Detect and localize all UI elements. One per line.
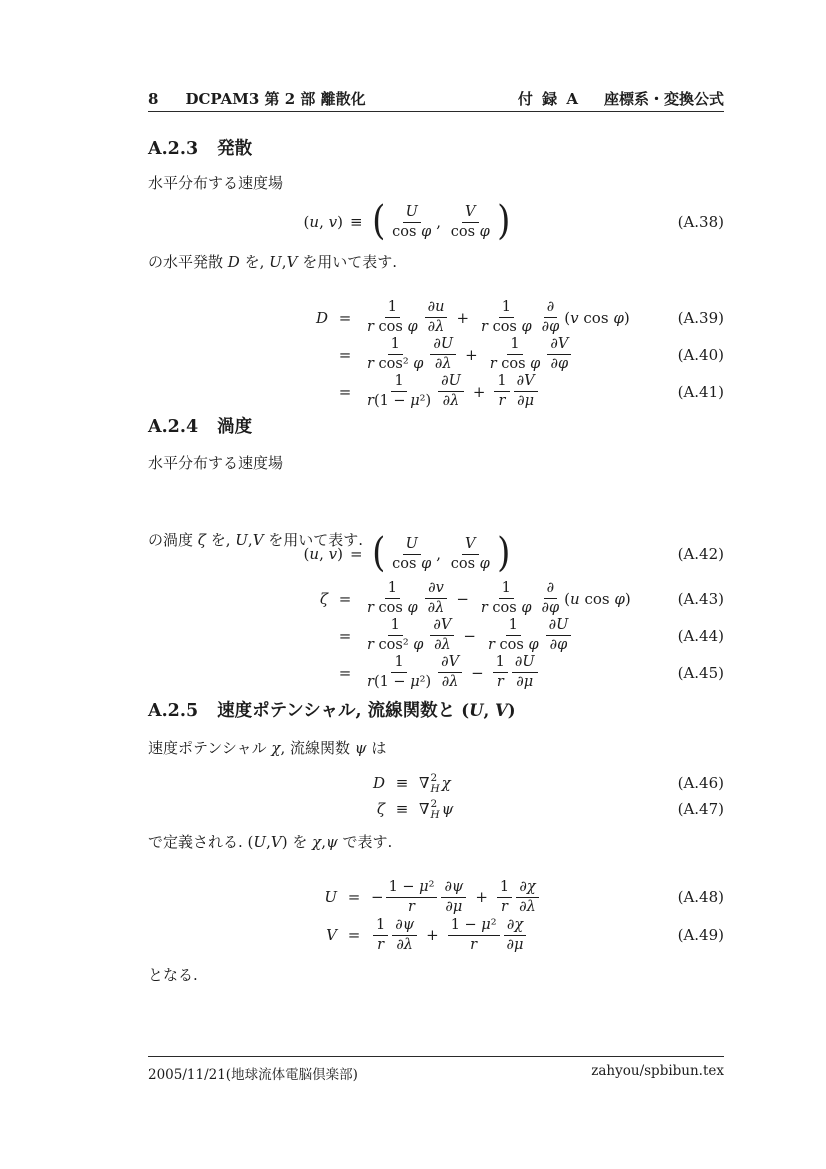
section-number: A.2.3	[148, 139, 199, 159]
equation-group-uv	[148, 878, 724, 954]
equation-number: (A.43)	[677, 589, 724, 608]
fraction: $\frac{\partial U}{\partial\lambda}$	[430, 336, 456, 372]
equation-row	[148, 878, 724, 916]
relation-symbol: =	[338, 308, 352, 327]
relation-symbol: =	[347, 888, 361, 906]
fraction: $\frac{\partial v}{\partial\lambda}$	[425, 580, 448, 616]
equation-row	[148, 299, 724, 336]
paragraph-vorticity-intro: の渦度 ζ を, U,V を用いて表す.	[148, 531, 364, 549]
equation-number: (A.40)	[677, 345, 724, 364]
big-paren: )	[496, 530, 511, 576]
equation-number: (A.47)	[677, 800, 724, 818]
fraction: 1 − μ ² r	[386, 879, 438, 915]
fraction: U cos φ	[392, 203, 432, 240]
equation-number: (A.44)	[677, 626, 724, 645]
fraction: $\frac{\partial}{\partial\varphi}$	[541, 580, 560, 616]
fraction: 1 − μ ² r	[448, 917, 500, 953]
relation-symbol: =	[338, 663, 352, 682]
relation-symbol: =	[338, 589, 352, 608]
footer-rule	[148, 1056, 724, 1057]
paragraph-velocity-field: 水平分布する速度場	[148, 454, 284, 472]
fraction: $\frac{\partial U}{\partial\lambda}$	[438, 373, 464, 409]
fraction: $\frac{\partial U}{\partial\varphi}$	[546, 617, 572, 653]
page-number: 8	[148, 90, 159, 108]
section-heading-vorticity	[148, 418, 724, 437]
equation-a38	[148, 197, 724, 247]
footer-left: 2005/11/21(地球流体電脳倶楽部)	[148, 1067, 358, 1083]
relation-symbol: =	[338, 626, 352, 645]
sup-sub-script: 2 H	[430, 771, 440, 795]
equation-group-divergence	[148, 299, 724, 410]
equation-content: U = − 1 − μ ² r $\frac{\partial\psi}{\partial\mu}$ + $\frac{1}{r}$ $\frac{\partial\chi}{\partial\lambda}$	[311, 879, 521, 915]
fraction: 1 r cos φ	[487, 617, 539, 653]
equation-row	[148, 373, 724, 410]
fraction: $\frac{\partial\chi}{\partial\mu}$	[504, 917, 527, 953]
fraction: $\frac{\partial u}{\partial\lambda}$	[425, 299, 448, 335]
paragraph-velocity-field: 水平分布する速度場	[148, 174, 284, 192]
fraction: $\frac{1}{r}$	[493, 654, 508, 690]
fraction: $\frac{1}{r}$	[497, 879, 512, 915]
fraction: $\frac{\partial}{\partial\varphi}$	[541, 299, 560, 335]
fraction: $\frac{\partial\chi}{\partial\lambda}$	[516, 879, 539, 915]
fraction: 1 r cos² φ	[367, 336, 424, 372]
fraction: $\frac{\partial V}{\partial\varphi}$	[547, 336, 571, 372]
fraction: 1 r (1 − μ ²)	[367, 373, 432, 409]
equation-number: (A.39)	[677, 308, 724, 327]
page-footer	[148, 1063, 724, 1083]
sup-sub-script: 2 H	[430, 797, 440, 821]
section-number: A.2.4	[148, 417, 199, 437]
fraction: $\frac{\partial U}{\partial\mu}$	[512, 654, 538, 690]
relation-symbol: ≡	[395, 800, 409, 818]
equation-number: (A.49)	[677, 926, 724, 944]
equation-content: D = 1 r cos φ $\frac{\partial u}{\partial\lambda}$ + 1 r cos φ $\frac{\partial}{\partial\varphi}$ ( v cos φ )	[315, 299, 630, 335]
relation-symbol: =	[338, 345, 352, 364]
equation-row	[148, 770, 724, 796]
equation-number: (A.42)	[677, 545, 724, 563]
header-appendix-label: 付 録 A	[517, 90, 580, 108]
equation-group-definitions	[148, 770, 724, 822]
relation-symbol: =	[338, 382, 352, 401]
equation-content: ζ ≡ ∇ 2 H ψ	[376, 797, 454, 821]
header-rule	[148, 111, 724, 112]
header-right-title: 座標系・変換公式	[603, 90, 724, 108]
equation-number: (A.38)	[677, 213, 724, 231]
fraction: $\frac{1}{r}$	[373, 917, 388, 953]
equation-number: (A.46)	[677, 774, 724, 792]
equation-content: = 1 r (1 − μ ²) $\frac{\partial V}{\partial\lambda}$ − $\frac{1}{r}$ $\frac{\partial U}{\partial\mu}$	[302, 654, 620, 690]
fraction: 1 r cos φ	[481, 299, 532, 335]
equation-content: V = $\frac{1}{r}$ $\frac{\partial\psi}{\partial\lambda}$ + 1 − μ ² r $\frac{\partial\chi}{\partial\mu}$	[311, 917, 521, 953]
equation-row	[148, 916, 724, 954]
paragraph-defined-by: で定義される. (U,V) を χ,ψ で表す.	[148, 833, 393, 851]
equation-number: (A.45)	[677, 663, 724, 682]
equation-row	[148, 617, 724, 654]
fraction: V cos φ	[450, 535, 490, 572]
fraction: $\frac{\partial V}{\partial\lambda}$	[430, 617, 454, 653]
paragraph-tonaru: となる.	[148, 966, 198, 984]
fraction: 1 r (1 − μ ²)	[367, 654, 432, 690]
section-title-math: (U, V)	[461, 701, 516, 720]
fraction: U cos φ	[392, 535, 432, 572]
section-title: 渦度	[217, 417, 253, 437]
section-title: 速度ポテンシャル, 流線関数と	[217, 701, 456, 721]
paragraph-potential-intro: 速度ポテンシャル χ, 流線関数 ψ は	[148, 739, 387, 757]
fraction: 1 r cos φ	[480, 580, 532, 616]
fraction: 1 r cos φ	[367, 299, 418, 335]
equation-row	[148, 796, 724, 822]
equation-content: = 1 r (1 − μ ²) $\frac{\partial U}{\partial\lambda}$ + $\frac{1}{r}$ $\frac{\partial V}{\partial\mu}$	[302, 373, 620, 409]
relation-symbol: =	[347, 926, 361, 944]
equation-group-vorticity	[148, 580, 724, 691]
fraction: V cos φ	[450, 203, 490, 240]
section-title: 発散	[217, 139, 253, 159]
equation-content: = 1 r cos² φ $\frac{\partial V}{\partial\lambda}$ − 1 r cos φ $\frac{\partial U}{\partial\varphi}$	[302, 617, 620, 653]
equation-number: (A.48)	[677, 888, 724, 906]
footer-right: zahyou/spbibun.tex	[591, 1063, 724, 1079]
footer-spacer	[358, 1063, 591, 1083]
header-left-title: DCPAM3 第 2 部 離散化	[185, 90, 366, 108]
big-paren: )	[496, 198, 511, 244]
equation-content: ζ = 1 r cos φ $\frac{\partial v}{\partial\lambda}$ − 1 r cos φ $\frac{\partial}{\partial\varphi}$ ( u cos φ )	[319, 580, 631, 616]
paragraph-divergence-intro: の水平発散 D を, U,V を用いて表す.	[148, 253, 397, 271]
equation-content: ( u , v ) ≡ ( U cos φ , V cos φ )	[303, 198, 511, 244]
fraction: $\frac{1}{r}$	[494, 373, 509, 409]
equation-row	[148, 580, 724, 617]
equation-row	[148, 654, 724, 691]
fraction: 1 r cos² φ	[367, 617, 424, 653]
fraction: $\frac{\partial\psi}{\partial\mu}$	[441, 879, 466, 915]
fraction: 1 r cos φ	[367, 580, 418, 616]
big-paren: (	[371, 198, 385, 244]
section-heading-divergence	[148, 140, 724, 159]
section-heading-velocity-potential	[148, 702, 724, 721]
equation-content: ( u , v ) = ( U cos φ , V cos φ )	[303, 530, 511, 576]
equation-row	[148, 336, 724, 373]
section-number: A.2.5	[148, 701, 199, 721]
equation-content: D ≡ ∇ 2 H χ	[372, 771, 451, 795]
fraction: 1 r cos φ	[489, 336, 541, 372]
fraction: $\frac{\partial\psi}{\partial\lambda}$	[392, 917, 417, 953]
fraction: $\frac{\partial V}{\partial\mu}$	[514, 373, 538, 409]
equation-number: (A.41)	[677, 382, 724, 401]
equation-content: = 1 r cos² φ $\frac{\partial U}{\partial\lambda}$ + 1 r cos φ $\frac{\partial V}{\partial\varphi}$	[302, 336, 620, 372]
fraction: $\frac{\partial V}{\partial\lambda}$	[438, 654, 462, 690]
page-header	[148, 88, 724, 109]
relation-symbol: ≡	[395, 774, 409, 792]
big-paren: (	[371, 530, 385, 576]
